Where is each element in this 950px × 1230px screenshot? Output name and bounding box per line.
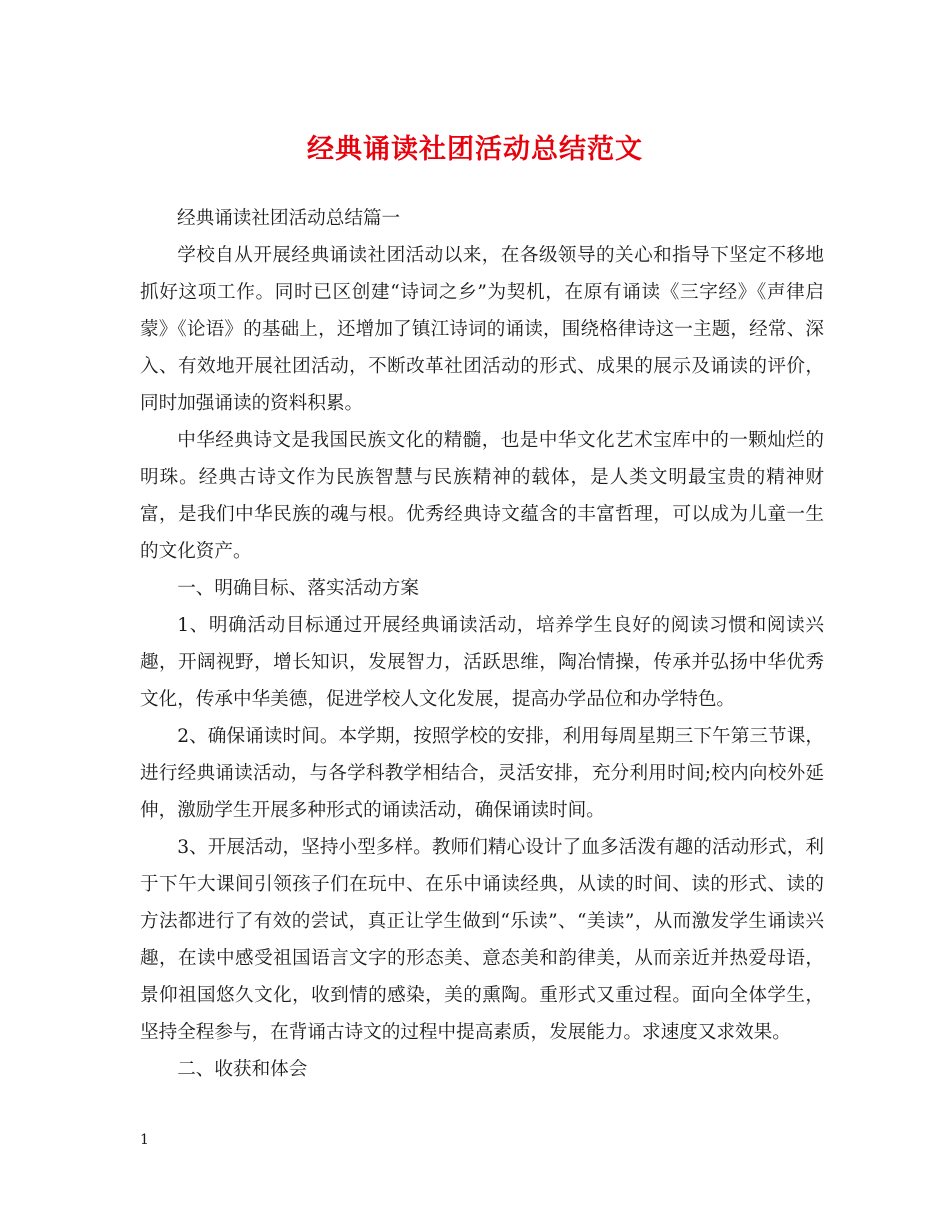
section-heading: 经典诵读社团活动总结篇一 bbox=[177, 208, 401, 229]
document-title: 经典诵读社团活动总结范文 bbox=[307, 134, 643, 165]
section-heading: 一、明确目标、落实活动方案 bbox=[177, 578, 419, 599]
paragraph: 1、明确活动目标通过开展经典诵读活动，培养学生良好的阅读习惯和阅读兴趣，开阔视野，增长知识，发展智力，活跃思维，陶冶情操，传承并弘扬中华优秀文化，传承中华美德，促进学校人文化发展，提高办学品位和办学特色。 bbox=[140, 615, 824, 710]
paragraph: 3、开展活动，坚持小型多样。教师们精心设计了血多活泼有趣的活动形式，利于下午大课间引领孩子们在玩中、在乐中诵读经典，从读的时间、读的形式、读的方法都进行了有效的尝试，真正让学生做到“乐读”、“美读”，从而激发学生诵读兴趣，在读中感受祖国语言文字的形态美、意态美和韵律美，从而亲近并热爱母语，景仰祖国悠久文化，收到情的感染，美的熏陶。重形式又重过程。面向全体学生，坚持全程参与，在背诵古诗文的过程中提高素质，发展能力。求速度又求效果。 bbox=[140, 837, 824, 1043]
paragraph: 2、确保诵读时间。本学期，按照学校的安排，利用每周星期三下午第三节课，进行经典诵读活动，与各学科教学相结合，灵活安排，充分利用时间;校内向校外延伸，激励学生开展多种形式的诵读活动，确保诵读时间。 bbox=[140, 726, 824, 821]
page-number: 1 bbox=[140, 1132, 149, 1148]
document-body bbox=[140, 200, 824, 1088]
paragraph: 中华经典诗文是我国民族文化的精髓，也是中华文化艺术宝库中的一颗灿烂的明珠。经典古诗文作为民族智慧与民族精神的载体，是人类文明最宝贵的精神财富，是我们中华民族的魂与根。优秀经典诗文蕴含的丰富哲理，可以成为儿童一生的文化资产。 bbox=[140, 430, 824, 562]
paragraph: 学校自从开展经典诵读社团活动以来，在各级领导的关心和指导下坚定不移地抓好这项工作。同时已区创建“诗词之乡”为契机，在原有诵读《三字经》《声律启蒙》《论语》的基础上，还增加了镇江诗词的诵读，围绕格律诗这一主题，经常、深入、有效地开展社团活动，不断改革社团活动的形式、成果的展示及诵读的评价，同时加强诵读的资料积累。 bbox=[140, 245, 824, 414]
section-heading: 二、收获和体会 bbox=[177, 1059, 308, 1080]
